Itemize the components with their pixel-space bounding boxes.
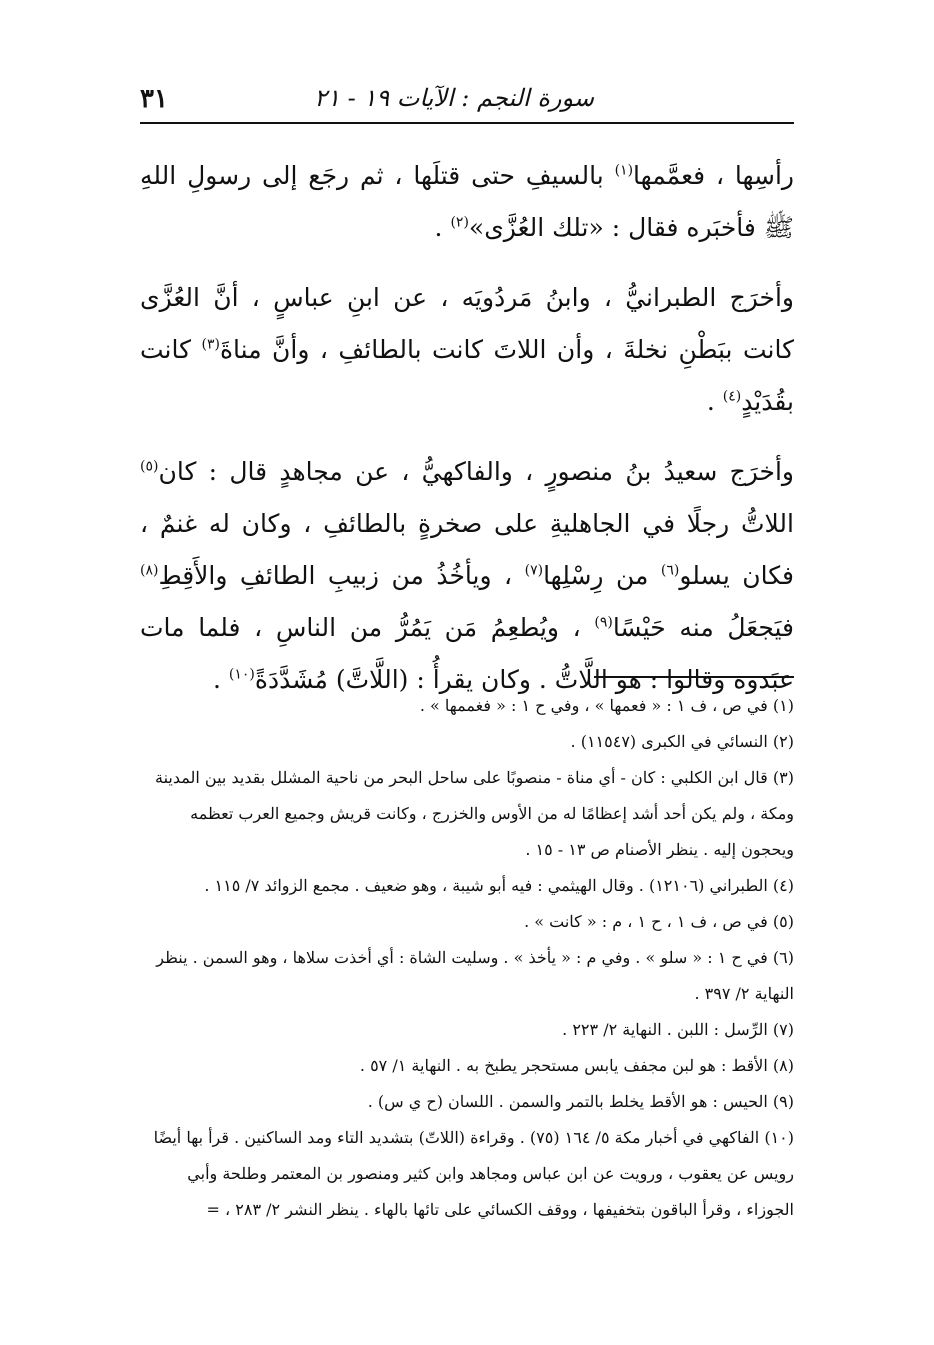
footnote-ref-7[interactable]: (٧)	[524, 562, 544, 579]
footnote-ref-3[interactable]: (٣)	[201, 336, 220, 353]
footnote-ref-6[interactable]: (٦)	[660, 562, 680, 579]
paragraph-2: وأخرَج الطبرانيُّ ، وابنُ مَردُويَه ، عن ابنِ عباسٍ ، أنَّ العُزَّى كانت ببَطْنِ نخلةَ ، وأن اللاتَ كانت بالطائفِ ، وأنَّ مناةَ$^{(٣)}$ كانت بقُدَيْدٍ$^{(٤)}$ .	[140, 283, 794, 416]
footnote-1: (١) في ص ، ف ١ : « فعمها » ، وفي ح ١ : « فغممها » .	[419, 696, 794, 715]
footnote-ref-1[interactable]: (١)	[614, 162, 634, 179]
footnote-divider	[594, 676, 794, 678]
footnote-5: (٥) في ص ، ف ١ ، ح ١ ، م : « كانت » .	[524, 912, 794, 931]
footnote-ref-4[interactable]: (٤)	[722, 388, 742, 405]
footnote-6: (٦) في ح ١ : « سلو » . وفي م : « يأخذ » . وسليت الشاة : أي أخذت سلاها ، وهو السمن . ينظر النهاية ٢/ ٣٩٧ .	[156, 948, 794, 1003]
paragraph-3: وأخرَج سعيدُ بنُ منصورٍ ، والفاكهيُّ ، عن مجاهدٍ قال : كان$^{(٥)}$ اللاتُّ رجلًا في الجاهليةِ على صخرةٍ بالطائفِ ، وكان له غنمٌ ، فكان يسلو$^{(٦)}$ من رِسْلِها$^{(٧)}$ ، ويأخُذُ من زبيبِ الطائفِ والأَقِطِ$^{(٨)}$ فيَجعَلُ منه حَيْسًا$^{(٩)}$ ، ويُطعِمُ مَن يَمُرُّ من الناسِ ، فلما مات عبَدوه وقالوا : هو اللَّاتُّ . وكان يقرأُ : (اللَّاتَّ) مُشَدَّدَةً$^{(١٠)}$ .	[140, 457, 794, 694]
footnote-3: (٣) قال ابن الكلبي : كان - أي مناة - منصوبًا على ساحل البحر من ناحية المشلل بقديد بين المدينة ومكة ، ولم يكن أحد أشد إعظامًا له من الأوس والخزرج ، وكانت قريش وجميع العرب تعظمه ويحجون إليه . ينظر الأصنام ص ١٣ - ١٥ .	[155, 768, 794, 859]
main-text	[140, 150, 794, 706]
paragraph-1: رأسِها ، فعمَّمها$^{(١)}$ بالسيفِ حتى قتلَها ، ثم رجَع إلى رسولِ اللهِ ﷺ فأخبَره فقال : «تلك العُزَّى»$^{(٢)}$ .	[140, 161, 794, 242]
footnote-8: (٨) الأقط : هو لبن مجفف يابس مستحجر يطبخ به . النهاية ١/ ٥٧ .	[359, 1056, 794, 1075]
footnotes	[140, 688, 794, 1228]
footnote-ref-2[interactable]: (٢)	[450, 214, 469, 231]
footnote-2: (٢) النسائي في الكبرى (١١٥٤٧) .	[570, 732, 794, 751]
footnote-ref-8[interactable]: (٨)	[140, 562, 159, 579]
footnote-7: (٧) الرِّسل : اللبن . النهاية ٢/ ٢٢٣ .	[562, 1020, 794, 1039]
running-header	[140, 82, 794, 124]
page-number: ٣١	[140, 84, 168, 114]
footnote-9: (٩) الحيس : هو الأقط يخلط بالتمر والسمن . اللسان (ح ي س) .	[367, 1092, 794, 1111]
footnote-10: (١٠) الفاكهي في أخبار مكة ٥/ ١٦٤ (٧٥) . وقراءة (اللاتّ) بتشديد التاء ومد الساكنين . قرأ بها أيضًا رويس عن يعقوب ، ورويت عن ابن عباس ومجاهد وابن كثير ومنصور بن المعتمر وطلحة وأبي الجوزاء ، وقرأ الباقون بتخفيفها ، ووقف الكسائي على تائها بالهاء . ينظر النشر ٢/ ٢٨٣ ، =	[153, 1128, 794, 1219]
footnote-ref-10[interactable]: (١٠)	[228, 666, 255, 683]
footnote-4: (٤) الطبراني (١٢١٠٦) . وقال الهيثمي : فيه أبو شيبة ، وهو ضعيف . مجمع الزوائد ٧/ ١١٥ .	[204, 876, 794, 895]
footnote-ref-9[interactable]: (٩)	[594, 614, 613, 631]
chapter-title: سورة النجم : الآيات ١٩ - ٢١	[314, 84, 594, 112]
footnote-ref-5[interactable]: (٥)	[140, 458, 159, 475]
